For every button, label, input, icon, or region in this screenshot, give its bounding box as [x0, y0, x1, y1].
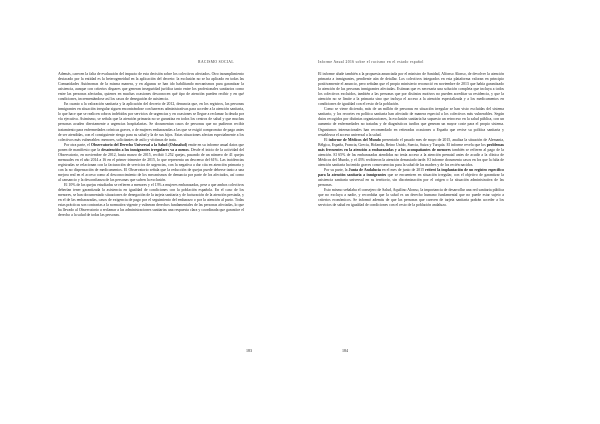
bold-phrase: desatención a los inmigrantes irregulares va a menos	[101, 147, 189, 152]
left-text-block	[58, 72, 244, 218]
paragraph-text: Además, carecen la falta de evaluación del impacto de esta decisión sobre los colectivos afectados. Otro incumplimiento destacado por la entidad es la heterogeneidad en la aplicación del decreto: la exclusión no se ha aplicado en todas las Comunidades Autónomas de la misma manera, y en algunas se han ido habilitando mecanismos para garantizar la asistencia, aunque con criterios dispares que generan inseguridad jurídica tanto entre los profesionales sanitarios como entre las personas afectadas, quienes en muchas ocasiones desconocen qué tipo de atención pueden recibir y en qué condiciones, incrementándose así los casos de denegación de asistencia.	[58, 72, 244, 102]
body-paragraph	[58, 72, 244, 102]
bold-phrase: informe de Médicos del Mundo	[328, 137, 381, 142]
bold-phrase: problemas más frecuentes en la atención a embarazadas y a los acompañantes de menores	[318, 142, 504, 152]
page-number-right: 184	[342, 348, 348, 353]
paragraph-text: El	[324, 137, 329, 142]
paragraph-text: Por otra parte, el	[64, 142, 91, 147]
body-paragraph	[58, 102, 244, 142]
bold-phrase: Observatorio del Derecho Universal a la Salud (Odusalud)	[90, 142, 188, 147]
paragraph-text: . Desde el inicio de la actividad del Observatorio, en noviembre de 2012, hasta marzo de 2015, recibió 1.252 quejas, pasando de un número de 41 quejas mensuales en el año 2014 a 16 en el primer trimestre de 2015, lo que representa un descenso del 61%. Las incidencias registradas se relacionan con la facturación de servicios de urgencias, con la negativa a dar cita en atención primaria y con la no dispensación de medicamentos. El Observatorio señala que la reducción de quejas puede deberse tanto a una mejora real en el acceso como al desconocimiento de los mecanismos de denuncia por parte de los afectados, así como al cansancio y la desconfianza de las personas que sufren la exclusión.	[58, 147, 244, 182]
paragraph-text: Por su parte, la	[324, 167, 349, 172]
running-head-right: Informe Anual 2016 sobre el racismo en el estado español	[318, 60, 424, 64]
paragraph-text: emite en su informe anual datos que ponen de manifiesto que la	[58, 142, 244, 152]
paragraph-text: en el mes de junio de 2015	[380, 167, 426, 172]
body-paragraph	[318, 107, 504, 137]
running-head-left: RACISMO SOCIAL	[198, 60, 234, 64]
bold-phrase: reiteró la implantación de un registro específico para la atención sanitaria a inmigrantes	[318, 167, 504, 177]
body-paragraph	[58, 143, 244, 183]
right-text-block	[318, 72, 504, 208]
body-paragraph	[318, 72, 504, 107]
paragraph-text: Como se viene diciendo, más de un millón de personas en situación irregular se han visto excluidas del sistema sanitario, y los recortes en política sanitaria han afectado de manera especial a los colectivos más vulnerables. Según datos recogidos por distintas organizaciones, la exclusión sanitaria ha supuesto un retroceso en la salud pública, con un aumento de enfermedades no tratadas y de diagnósticos tardíos que generan un mayor coste para el propio sistema. Organismos internacionales han recomendado en reiteradas ocasiones a España que revise su política sanitaria y restablezca el acceso universal a la salud.	[318, 107, 504, 137]
body-paragraph	[318, 138, 504, 168]
paragraph-text: presentado el pasado mes de mayo de 2015, analiza la situación de Alemania, Bélgica, España, Francia, Grecia, Holanda, Reino Unido, Suecia, Suiza y Turquía. El informe revela que los	[318, 137, 504, 147]
body-paragraph	[318, 188, 504, 208]
body-paragraph	[318, 168, 504, 188]
paragraph-text: El 10% de las quejas estudiadas se refieren a menores y el 13% a mujeres embarazadas, pese a que ambos colectivos deberían tener garantizada la asistencia en igualdad de condiciones con la población española. En el caso de los menores, se han documentado situaciones de denegación de la tarjeta sanitaria y de facturación de la atención prestada, y en el de las embarazadas, casos de exigencia de pago por el seguimiento del embarazo o por la atención al parto. Todas estas prácticas son contrarias a la normativa vigente y vulneran derechos fundamentales de las personas afectadas, lo que ha llevado al Observatorio a reclamar a las administraciones sanitarias una respuesta clara y coordinada que garantice el derecho a la salud de todas las personas.	[58, 183, 244, 218]
paragraph-text: El informe alude también a la propuesta anunciada por el ministro de Sanidad, Alfonso Alonso, de devolver la atención primaria a inmigrantes, pendiente aún de detallar. Los colectivos integrados en esta plataforma valoran en principio positivamente el anuncio, pero señalan que el propio ministerio reconoció en noviembre de 2013 que había garantizado la atención de las personas inmigrantes afectadas. Estiman que es necesaria una solución completa que incluya a todos los colectivos excluidos, también a las personas que por distintos motivos no pueden acreditar su residencia, y que la atención no se limite a la primaria sino que incluya el acceso a la atención especializada y a los medicamentos en condiciones de igualdad con el resto de la población.	[318, 72, 504, 107]
paragraph-text: que se encuentren en situación irregular, con el objetivo de garantizar la asistencia sanitaria universal en su territorio, sin discriminación por el origen o la situación administrativa de las personas.	[318, 172, 505, 188]
paragraph-text: también se refieren al pago de la atención. El 65% de las embarazadas atendidas no tenía acceso a la atención prenatal antes de acudir a la clínica de Médicos del Mundo, y el 43% recibieron la atención demasiado tarde. El informe documenta casos en los que la falta de atención sanitaria ha tenido graves consecuencias para la salud de las madres y de los recién nacidos.	[318, 147, 505, 167]
page-number-left: 183	[246, 348, 252, 353]
right-page	[300, 0, 600, 424]
paragraph-text: Esto mismo señalaba el consejero de Salud, Aquilino Alonso, la importancia de desarrollar una red sanitaria pública que no excluya a nadie, y recordaba que la salud es un derecho humano fundamental que no puede estar sujeto a criterios económicos. Se informó además de que las personas que carecen de tarjeta sanitaria podrán acceder a los servicios de salud en igualdad de condiciones con el resto de la población andaluza.	[318, 188, 504, 208]
body-paragraph	[58, 183, 244, 218]
paragraph-text: En cuanto a la valoración sanitaria y la aplicación del decreto de 2012, denuncia que, en los registros, las personas inmigrantes en situación irregular siguen encontrándose con barreras administrativas para acceder a la atención sanitaria, lo que hace que se realicen cobros indebidos por servicios de urgencias y en ocasiones se llegue a reclamar la deuda por vía ejecutiva. Asimismo, se señala que la atención primaria no se garantiza en todos los centros de salud y que muchas personas acuden directamente a urgencias hospitalarias. Se documentan casos de personas que no pudieron recibir tratamiento para enfermedades crónicas graves, o de mujeres embarazadas a las que se exigió compromiso de pago antes de ser atendidas, con el consiguiente riesgo para su salud y la de sus hijos. Estas situaciones afectan especialmente a los colectivos más vulnerables: menores, solicitantes de asilo y víctimas de trata.	[58, 102, 244, 142]
bold-phrase: Junta de Andalucía	[348, 167, 381, 172]
